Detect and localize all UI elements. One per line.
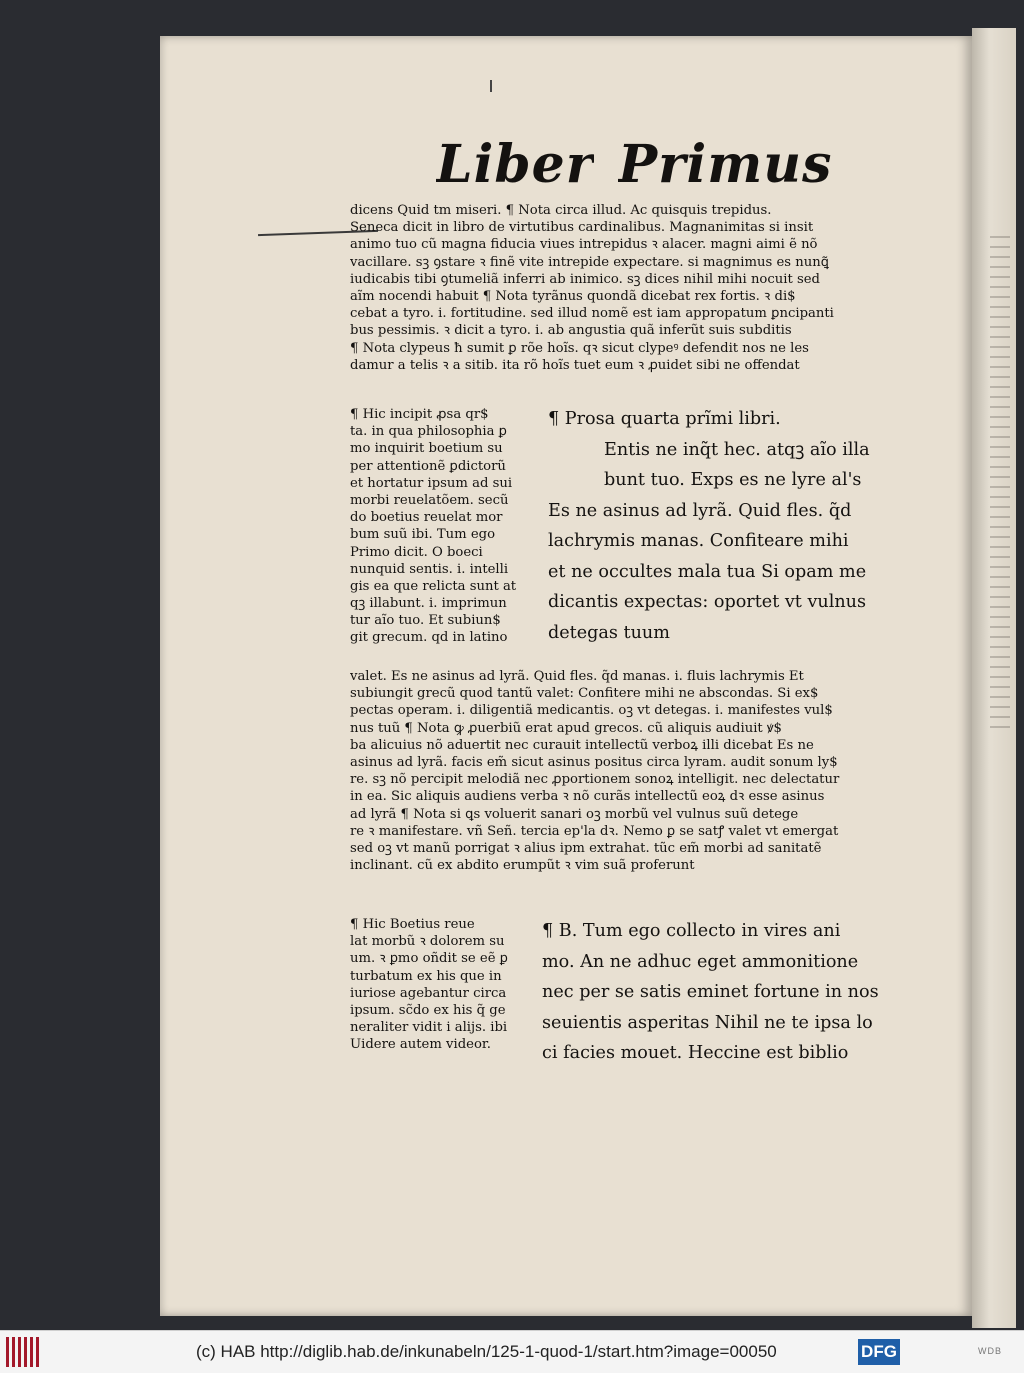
text-line: detegas tuum [548,622,670,643]
commentary-line: ipsum. sc̃do ex his q̃ ge [350,1002,506,1018]
wdb-logo-icon[interactable] [6,1337,42,1367]
text-line: Entis ne inq̃t hec. atqꝫ aĩo illa [604,439,870,460]
commentary-line: inclinant. cũ ex abdito erumpũt ꝛ vim suã proferunt [350,858,695,874]
commentary-line: animo tuo cũ magna fiducia viues intrepidus ꝛ alacer. magni aimi ẽ nõ [350,237,818,253]
text-line: ci facies mouet. Heccine est biblio [542,1043,849,1063]
commentary-line: vacillare. sꝫ ꝯstare ꝛ finẽ vite intrepide expectare. si magnimus es nunꝗ̃ [350,254,829,270]
commentary-line: pectas operam. i. diligentiã medicantis. oꝫ vt detegas. i. manifestes vul$ [350,703,833,719]
prosa-heading: ¶ Prosa quarta prĩmi libri. [548,409,781,429]
commentary-line: do boetius reuelat mor [350,510,503,526]
text-line: mo. An ne adhuc eget ammonitione [542,951,859,972]
main-text-block-1 [548,404,888,648]
commentary-line: nunquid sentis. i. intelli [350,561,509,577]
text-line: seuientis asperitas Nihil ne te ipsa lo [542,1012,873,1033]
commentary-line: bum suũ ibi. Tum ego [350,527,496,543]
commentary-line: ba alicuius nõ aduertit nec curauit intellectũ verboꝝ illi dicebat Es ne [350,737,814,753]
commentary-line: qꝫ illabunt. i. imprimun [350,596,507,612]
commentary-line: re ꝛ manifestare. vñ Señ. tercia ep'la dꝛ. Nemo ꝑ se satꝭ valet vt emergat [350,823,839,839]
commentary-line: ¶ Hic Boetius reue [350,917,475,932]
commentary-line: in ea. Sic aliquis audiens verba ꝛ nõ curãs intellectũ eoꝝ dꝛ esse asinus [350,789,825,805]
commentary-line: per attentionẽ ꝑdictorũ [350,458,506,474]
commentary-line: iuriose agebantur circa [350,985,507,1001]
running-head-liber: Liber [436,134,595,195]
commentary-line: re. sꝫ nõ percipit melodiã nec ꝓportionem sonoꝝ intelligit. nec delectatur [350,772,840,788]
commentary-line: lat morbũ ꝛ dolorem su [350,934,505,950]
text-line: ¶ B. Tum ego collecto in vires ani [542,921,841,941]
commentary-line: ad lyrã ¶ Nota si ꝗs voluerit sanari oꝫ morbũ vel vulnus suũ detege [350,806,799,822]
left-commentary-2 [350,916,545,1054]
commentary-line: cebat a tyro. i. fortitudine. sed illud nomẽ est iam appropatum ꝑncipanti [350,306,834,322]
commentary-line: et hortatur ipsum ad sui [350,475,513,491]
text-line: dicantis expectas: oportet vt vulnus [548,592,867,612]
facing-page-edge [972,28,1016,1328]
commentary-line: subiungit grecũ quod tantũ valet: Confitere mihi ne abscondas. Si ex$ [350,686,819,702]
commentary-line: turbatum ex his que in [350,968,502,984]
commentary-line: um. ꝛ ꝑmo oñdit se eẽ ꝑ [350,951,508,967]
commentary-line: asinus ad lyrã. facis em̃ sicut asinus positus circa lyram. audit sonum ly$ [350,754,838,770]
commentary-line: mo inquirit boetium su [350,441,503,457]
commentary-line: ¶ Nota clypeus ħ sumit ꝑ rõe hoĩs. qꝛ sicut clypeꝰ defendit nos ne les [350,340,809,356]
viewer-footer [0,1330,1024,1373]
commentary-line: Seneca dicit in libro de virtutibus cardinalibus. Magnanimitas si insit [350,220,814,236]
main-text-block-2 [542,916,882,1069]
commentary-line: valet. Es ne asinus ad lyrã. Quid fles. q̃d manas. i. fluis lachrymis Et [350,669,804,684]
dfg-logo[interactable]: DFG [858,1339,900,1365]
commentary-line: sed oꝫ vt manũ porrigat ꝛ alius ipm extrahat. tũc em̃ morbi ad sanitatẽ [350,840,822,856]
commentary-line: git grecum. qd in latino [350,630,508,646]
folio-mark [490,80,492,92]
commentary-line: tur aĩo tuo. Et subiun$ [350,613,501,629]
commentary-line: damur a telis ꝛ a sitib. ita rõ hoĩs tuet eum ꝛ ꝓuidet sibi ne offendat [350,357,800,373]
commentary-line: ta. in qua philosophia ꝑ [350,424,508,440]
commentary-line: ¶ Hic incipit ꝓsa qr$ [350,407,489,422]
text-line: bunt tuo. Exps es ne lyre al's [604,470,862,490]
commentary-line: gis ea que relicta sunt at [350,578,517,594]
commentary-line: Uidere autem videor. [350,1037,491,1053]
commentary-line: iudicabis tibi ꝯtumeliã inferri ab inimico. sꝫ dices nihil mihi nocuit sed [350,271,820,287]
left-commentary-1 [350,406,545,647]
commentary-line: nus tuũ ¶ Nota ꝙ ꝓuerbiũ erat apud grecos. cũ aliquis audiuit ꝟ$ [350,720,782,736]
top-commentary [350,202,890,374]
commentary-line: Primo dicit. O boeci [350,544,483,560]
commentary-line: aĩm nocendi habuit ¶ Nota tyrãnus quondã dicebat rex fortis. ꝛ di$ [350,288,796,304]
wdb-code: WDB [978,1346,1002,1356]
text-line: lachrymis manas. Confiteare mihi [548,531,849,551]
citation-link[interactable]: (c) HAB http://diglib.hab.de/inkunabeln/125-1-quod-1/start.htm?image=00050 [196,1342,777,1361]
middle-commentary [350,668,890,874]
commentary-line: morbi reuelatõem. secũ [350,492,509,508]
running-head-primus: Primus [618,134,833,195]
commentary-line: neraliter vidit i alijs. ibi [350,1020,508,1036]
commentary-line: bus pessimis. ꝛ dicit a tyro. i. ab angustia quã inferũt suis subditis [350,323,792,339]
text-line: Es ne asinus ad lyrã. Quid fles. q̃d [548,500,852,521]
commentary-line: dicens Quid tm miseri. ¶ Nota circa illud. Ac quisquis trepidus. [350,203,772,218]
text-line: nec per se satis eminet fortune in nos [542,982,879,1002]
text-line: et ne occultes mala tua Si opam me [548,561,867,582]
